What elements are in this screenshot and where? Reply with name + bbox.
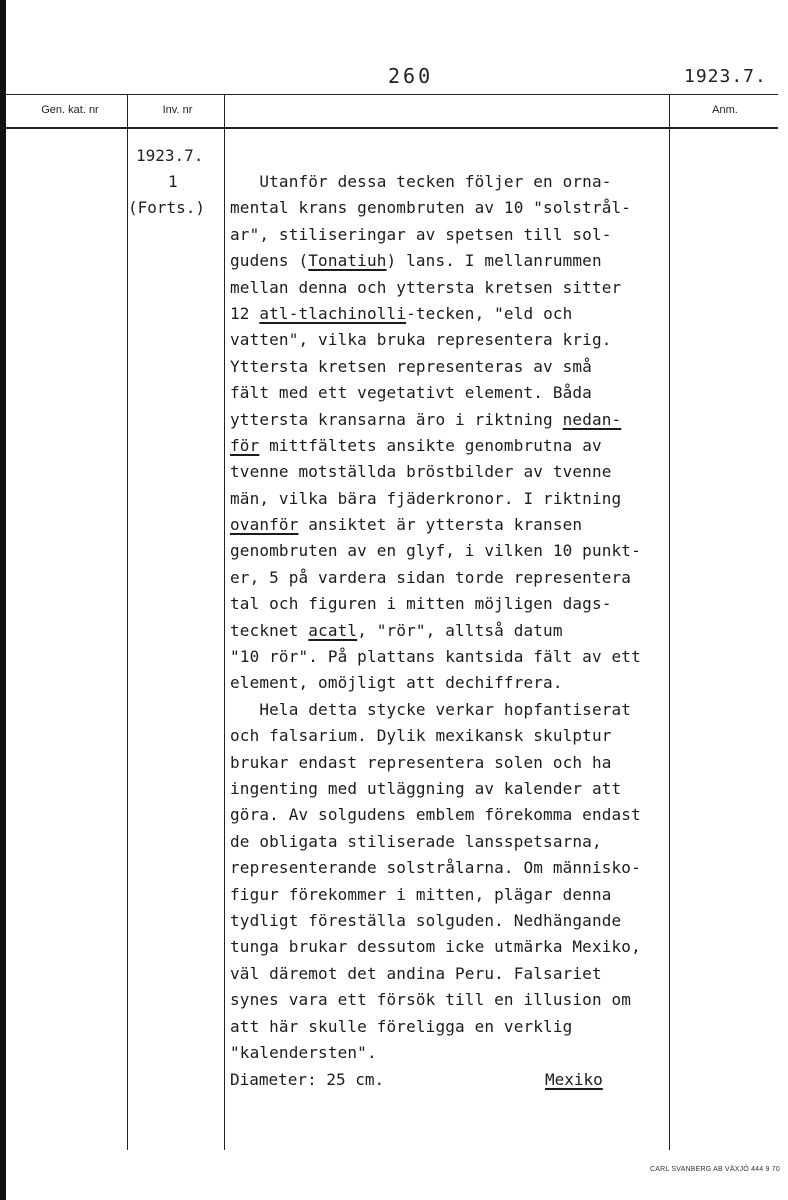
underlined-term: Tonatiuh bbox=[308, 251, 387, 271]
description-line bbox=[230, 802, 674, 828]
binding-edge bbox=[0, 0, 6, 1200]
description-line bbox=[230, 248, 674, 274]
text-segment: att här skulle föreligga en verklig bbox=[230, 1016, 573, 1036]
description-line bbox=[230, 301, 674, 327]
text-segment: tydligt föreställa solguden. Nedhängande bbox=[230, 910, 622, 930]
text-segment: -tecken, "eld och bbox=[406, 303, 573, 323]
description-line bbox=[230, 908, 674, 934]
description-line bbox=[230, 565, 674, 591]
underlined-term: ovanför bbox=[230, 515, 299, 535]
diameter: Diameter: 25 cm. bbox=[230, 1070, 385, 1089]
column-header-anm: Anm. bbox=[712, 104, 738, 116]
description-line bbox=[230, 618, 674, 644]
text-segment: tvenne motställda bröstbilder av tvenne bbox=[230, 462, 612, 482]
printer-mark: CARL SVANBERG AB VÄXJÖ 444 9 70 bbox=[650, 1166, 780, 1173]
text-segment: ingenting med utläggning av kalender att bbox=[230, 778, 622, 798]
description-line bbox=[230, 169, 674, 195]
description-line bbox=[230, 433, 674, 459]
text-segment: göra. Av solgudens emblem förekomma endast bbox=[230, 805, 641, 825]
description-line bbox=[230, 750, 674, 776]
text-segment: element, omöjligt att dechiffrera. bbox=[230, 673, 563, 693]
text-segment: tal och figuren i mitten möjligen dags- bbox=[230, 594, 612, 614]
text-segment: mental krans genombruten av 10 "solstrål- bbox=[230, 198, 632, 218]
text-segment: brukar endast representera solen och ha bbox=[230, 752, 612, 772]
column-divider-inv-desc bbox=[224, 94, 225, 1150]
text-segment: Hela detta stycke verkar hopfantiserat bbox=[230, 699, 632, 719]
description-line bbox=[230, 354, 674, 380]
text-segment: , "rör", alltså datum bbox=[357, 620, 563, 640]
text-segment: fält med ett vegetativt element. Båda bbox=[230, 383, 592, 403]
text-segment: 12 bbox=[230, 303, 260, 323]
description-line bbox=[230, 934, 674, 960]
text-segment: mittfältets ansikte genombrutna av bbox=[259, 435, 602, 455]
text-segment: tunga brukar dessutom icke utmärka Mexiko, bbox=[230, 937, 641, 957]
inventory-number: 1923.7. bbox=[136, 146, 204, 165]
column-header-inv-nr: Inv. nr bbox=[162, 104, 193, 116]
text-segment: gudens ( bbox=[230, 251, 309, 271]
description-line bbox=[230, 961, 674, 987]
underlined-term: acatl bbox=[308, 620, 358, 640]
description-line bbox=[230, 882, 674, 908]
underlined-term: nedan- bbox=[562, 409, 622, 429]
page-number: 260 bbox=[388, 64, 434, 88]
description-line bbox=[230, 855, 674, 881]
item-number: 1 bbox=[168, 172, 178, 191]
continued-note: (Forts.) bbox=[128, 198, 206, 217]
text-segment: de obligata stiliserade lansspetsarna, bbox=[230, 831, 602, 851]
text-segment: väl däremot det andina Peru. Falsariet bbox=[230, 963, 602, 983]
description-line bbox=[230, 380, 674, 406]
text-segment: "kalendersten". bbox=[230, 1042, 377, 1062]
text-segment: synes vara ett försök till en illusion om bbox=[230, 990, 632, 1010]
description-line bbox=[230, 327, 674, 353]
header-bottom-rule bbox=[6, 127, 778, 129]
description-line bbox=[230, 1040, 674, 1066]
text-segment: yttersta kransarna äro i riktning bbox=[230, 409, 563, 429]
description-line bbox=[230, 670, 674, 696]
text-segment: mellan denna och yttersta kretsen sitter bbox=[230, 277, 622, 297]
underlined-term: atl-tlachinolli bbox=[259, 303, 407, 323]
text-segment: tecknet bbox=[230, 620, 309, 640]
text-segment: figur förekommer i mitten, plägar denna bbox=[230, 884, 612, 904]
object-description bbox=[230, 169, 674, 1066]
text-segment: er, 5 på vardera sidan torde representera bbox=[230, 567, 632, 587]
description-line bbox=[230, 275, 674, 301]
description-line bbox=[230, 829, 674, 855]
description-line bbox=[230, 538, 674, 564]
place-of-origin: Mexiko bbox=[545, 1070, 603, 1089]
description-line bbox=[230, 222, 674, 248]
description-line bbox=[230, 486, 674, 512]
text-segment: och falsarium. Dylik mexikansk skulptur bbox=[230, 726, 612, 746]
description-line bbox=[230, 195, 674, 221]
description-line bbox=[230, 1014, 674, 1040]
text-segment: vatten", vilka bruka representera krig. bbox=[230, 330, 612, 350]
description-line bbox=[230, 776, 674, 802]
column-divider-gen-inv bbox=[127, 94, 128, 1150]
text-segment: ) lans. I mellanrummen bbox=[386, 251, 602, 271]
underlined-term: för bbox=[230, 435, 260, 455]
text-segment: Utanför dessa tecken följer en orna- bbox=[230, 172, 612, 191]
text-segment: genombruten av en glyf, i vilken 10 punkt- bbox=[230, 541, 641, 561]
text-segment: ansiktet är yttersta kransen bbox=[298, 515, 583, 535]
description-line bbox=[230, 723, 674, 749]
text-segment: ar", stiliseringar av spetsen till sol- bbox=[230, 224, 612, 244]
text-segment: män, vilka bära fjäderkronor. I riktning bbox=[230, 488, 622, 508]
description-line bbox=[230, 512, 674, 538]
description-line bbox=[230, 459, 674, 485]
column-header-gen-kat-nr: Gen. kat. nr bbox=[41, 104, 99, 116]
description-line bbox=[230, 407, 674, 433]
text-segment: representerande solstrålarna. Om människo- bbox=[230, 858, 641, 878]
description-line bbox=[230, 697, 674, 723]
text-segment: Yttersta kretsen representeras av små bbox=[230, 356, 592, 376]
header-reference: 1923.7. bbox=[684, 66, 767, 87]
header-top-rule bbox=[6, 94, 778, 95]
description-line bbox=[230, 644, 674, 670]
description-line bbox=[230, 591, 674, 617]
description-line bbox=[230, 987, 674, 1013]
text-segment: "10 rör". På plattans kantsida fält av ett bbox=[230, 647, 641, 667]
